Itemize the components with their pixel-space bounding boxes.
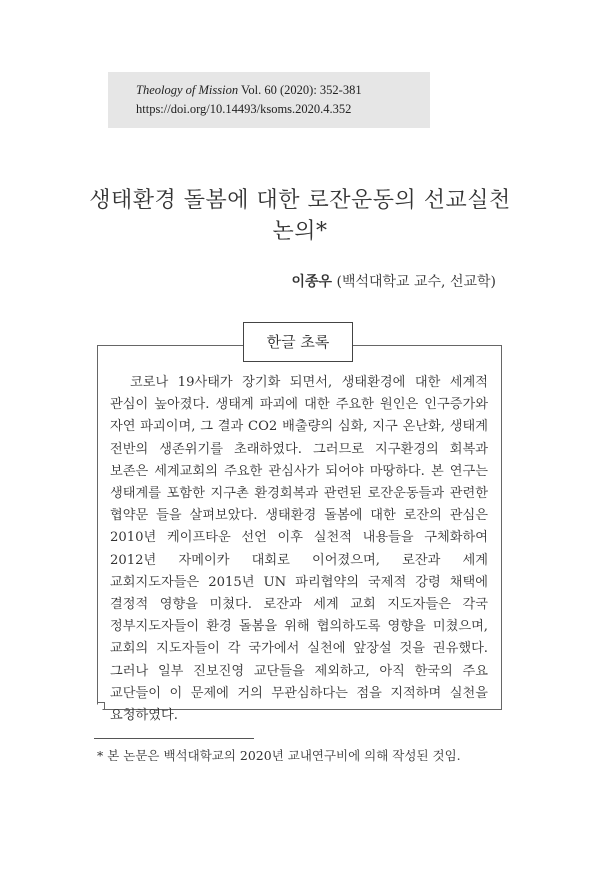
footnote: * 본 논문은 백석대학교의 2020년 교내연구비에 의해 작성된 것임. — [97, 748, 461, 763]
doi-link[interactable]: https://doi.org/10.14493/ksoms.2020.4.352 — [136, 102, 352, 116]
author-name: 이종우 — [291, 274, 333, 290]
author-line — [291, 271, 496, 291]
journal-name: Theology of Mission — [136, 83, 239, 97]
abstract-heading: 한글 초록 — [243, 322, 353, 362]
page-title-continued: 논의* — [272, 219, 328, 244]
journal-header — [108, 72, 430, 128]
abstract-body: 코로나 19사태가 장기화 되면서, 생태환경에 대한 세계적 관심이 높아졌다. 생태계 파괴에 대한 주요한 원인은 인구증가와 자연 파괴이며, 그 결과 CO2 배출량의 심화, 지구 온난화, 생태계 전반의 생존위기를 초래하였다. 그러므로 지구환경의 회복과 보존은 세계교회의 주요한 관심사가 되어야 마땅하다. 본 연구는 생태계를 포함한 지구촌 환경회복과 관련된 로잔운동들과 관련한 협약문 들을 살펴보았다. 생태환경 돌봄에 대한 로잔의 관심은 2010년 케이프타운 선언 이후 실천적 내용들을 구체화하여 2012년 자메이카 대회로 이어졌으며, 로잔과 세계 교회지도자들은 2015년 UN 파리협약의 국제적 강령 채택에 결정적 영향을 미쳤다. 로잔과 세계 교회 지도자들은 각국 정부지도자들이 환경 돌봄을 위해 협의하도록 영향을 미쳤으며, 교회의 지도자들이 각 국가에서 실천에 앞장설 것을 권유했다. 그러나 일부 진보진영 교단들을 제외하고, 아직 한국의 주요 교단들이 이 문제에 거의 무관심하다는 점을 지적하며 실천을 요청하였다. — [110, 375, 488, 724]
footnote-divider — [94, 738, 254, 739]
author-affiliation: (백석대학교 교수, 선교학) — [332, 274, 496, 290]
journal-citation — [136, 83, 362, 98]
volume-pages: Vol. 60 (2020): 352-381 — [238, 83, 362, 97]
page-fold-corner — [97, 702, 105, 710]
page-title: 생태환경 돌봄에 대한 로잔운동의 선교실천 — [89, 188, 511, 213]
